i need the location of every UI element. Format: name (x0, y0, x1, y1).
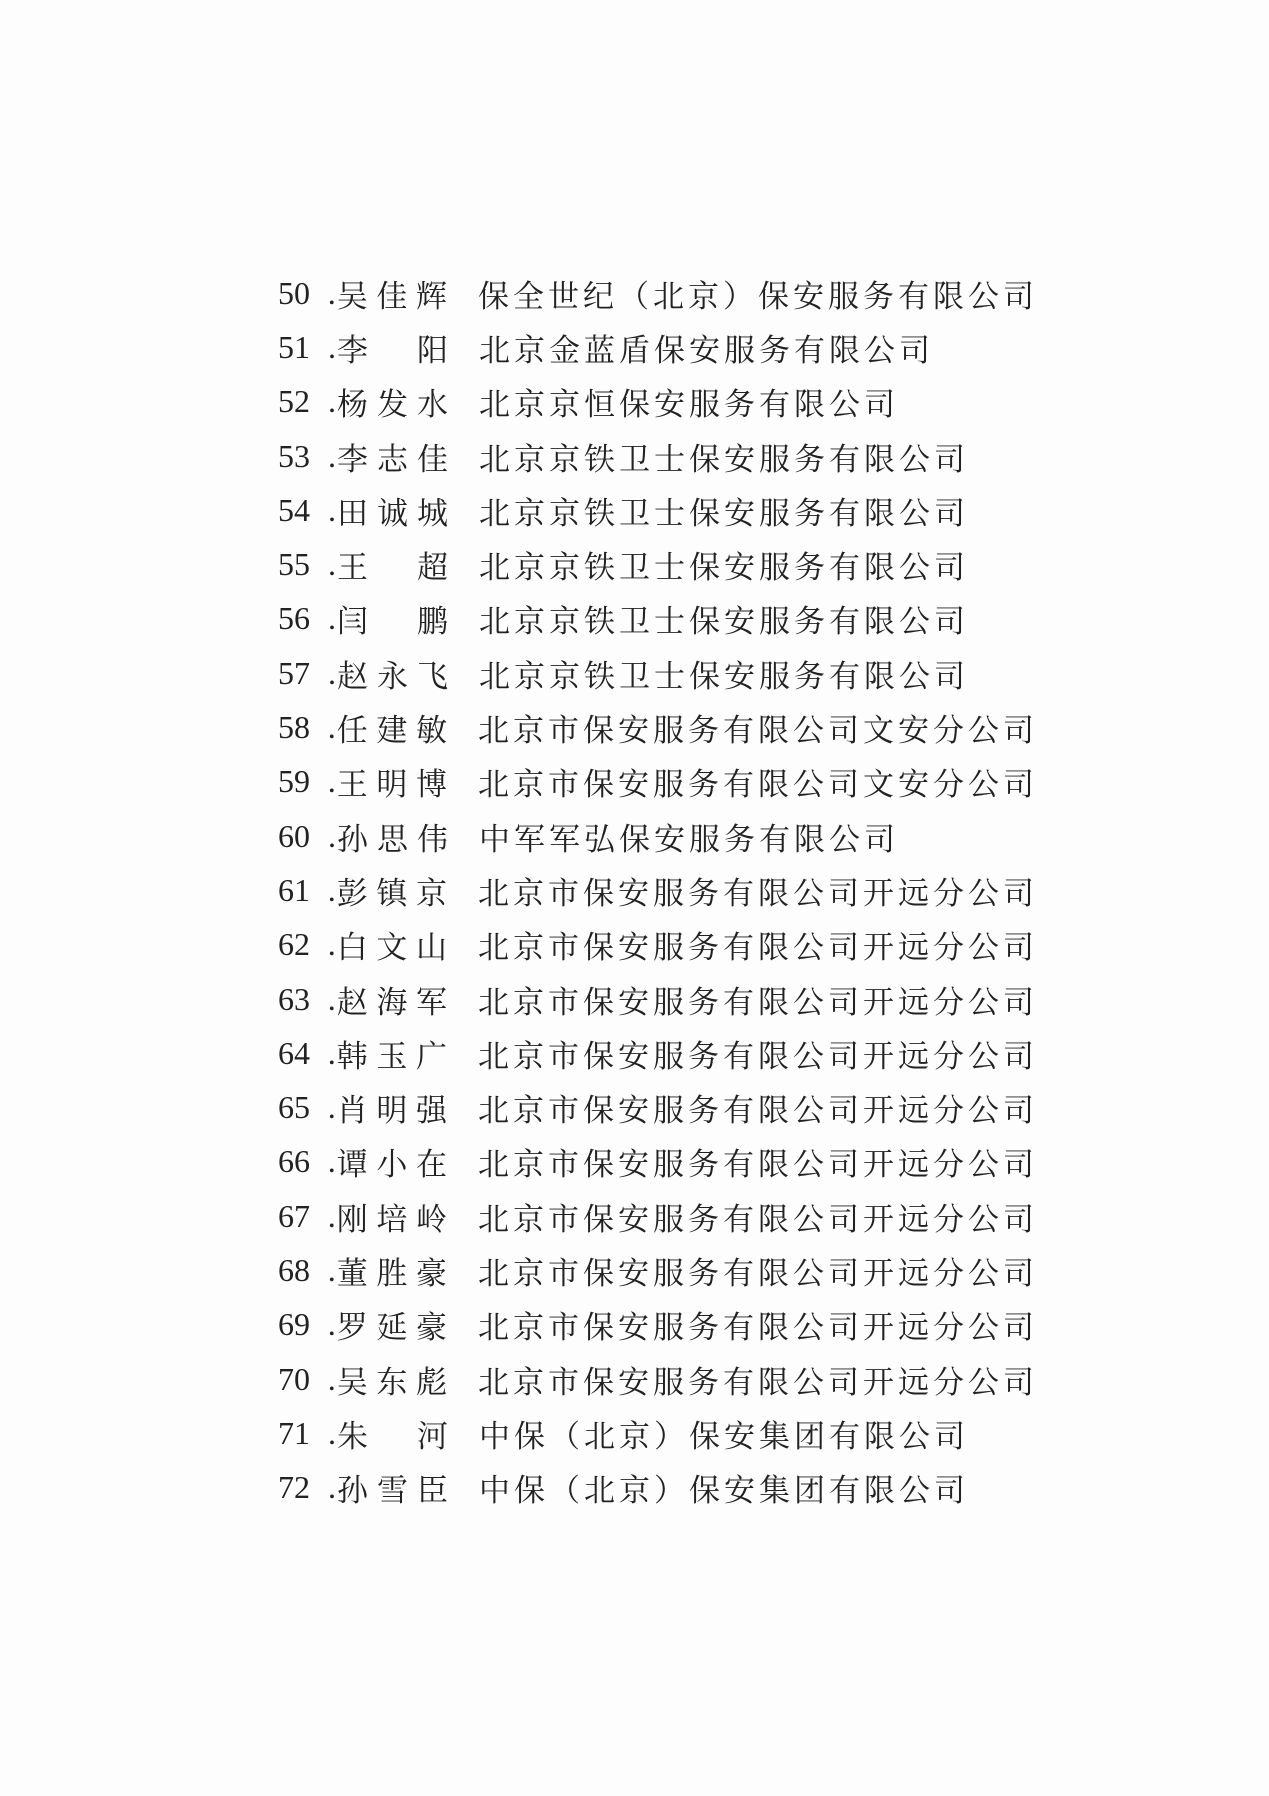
entry-number: 71 (278, 1414, 310, 1451)
entry-number: 62 (278, 926, 310, 963)
organization-name: 北京京恒保安服务有限公司 (479, 387, 899, 424)
organization-name: 中军军弘保安服务有限公司 (479, 821, 899, 858)
entry-number-dot: . (327, 980, 337, 1017)
list-item (278, 483, 1038, 537)
entry-number-dot: . (328, 817, 337, 854)
entry-number-dot: . (327, 763, 337, 800)
entry-number: 58 (278, 709, 310, 746)
entry-number: 50 (278, 274, 310, 311)
person-name: 王明博 (336, 767, 448, 804)
list-item (278, 537, 1038, 591)
organization-name: 北京京铁卫士保安服务有限公司 (479, 550, 969, 587)
person-name: 李志佳 (337, 441, 449, 478)
awardee-list (278, 266, 1038, 1515)
list-item (278, 429, 1038, 483)
organization-name: 北京市保安服务有限公司开远分公司 (478, 1093, 1038, 1130)
entry-number: 57 (278, 654, 310, 691)
organization-name: 北京京铁卫士保安服务有限公司 (479, 604, 969, 641)
entry-number-dot: . (328, 328, 337, 365)
entry-number-dot: . (328, 654, 337, 691)
list-item (278, 972, 1038, 1026)
entry-number-dot: . (327, 274, 337, 311)
entry-number-dot: . (328, 546, 337, 583)
list-item (278, 1243, 1038, 1297)
organization-name: 中保（北京）保安集团有限公司 (479, 1418, 969, 1455)
entry-number-dot: . (327, 709, 337, 746)
entry-number: 66 (278, 1143, 310, 1180)
person-name: 肖明强 (336, 1093, 448, 1130)
organization-name: 北京市保安服务有限公司开远分公司 (478, 984, 1038, 1021)
person-name: 田诚城 (337, 495, 449, 532)
entry-number-dot: . (328, 383, 337, 420)
list-item (278, 266, 1038, 320)
person-name: 董胜豪 (336, 1255, 448, 1292)
organization-name: 中保（北京）保安集团有限公司 (479, 1473, 969, 1510)
entry-number: 54 (278, 491, 310, 528)
entry-number: 67 (278, 1197, 310, 1234)
person-name: 白文山 (336, 930, 448, 967)
person-name: 刚培岭 (336, 1201, 448, 1238)
list-item (278, 592, 1038, 646)
organization-name: 北京市保安服务有限公司文安分公司 (478, 713, 1038, 750)
organization-name: 北京京铁卫士保安服务有限公司 (479, 495, 969, 532)
entry-number: 52 (278, 383, 310, 420)
entry-number-dot: . (327, 926, 337, 963)
list-item (278, 1080, 1038, 1134)
list-item (278, 918, 1038, 972)
person-name: 彭镇京 (336, 875, 448, 912)
person-name: 孙思伟 (337, 821, 449, 858)
list-item (278, 809, 1038, 863)
entry-number-dot: . (328, 1469, 337, 1506)
organization-name: 保全世纪（北京）保安服务有限公司 (478, 278, 1038, 315)
entry-number: 59 (278, 763, 310, 800)
entry-number-dot: . (328, 1414, 337, 1451)
person-name: 王 超 (337, 550, 449, 587)
entry-number-dot: . (327, 1197, 337, 1234)
entry-number-dot: . (327, 871, 337, 908)
organization-name: 北京市保安服务有限公司开远分公司 (478, 1310, 1038, 1347)
person-name: 孙雪臣 (337, 1473, 449, 1510)
person-name: 赵海军 (336, 984, 448, 1021)
person-name: 谭小在 (336, 1147, 448, 1184)
entry-number: 61 (278, 871, 310, 908)
entry-number: 51 (278, 328, 310, 365)
person-name: 罗延豪 (336, 1310, 448, 1347)
entry-number: 70 (278, 1360, 310, 1397)
person-name: 杨发水 (337, 387, 449, 424)
person-name: 韩玉广 (336, 1038, 448, 1075)
entry-number-dot: . (328, 437, 337, 474)
person-name: 闫 鹏 (337, 604, 449, 641)
list-item (278, 700, 1038, 754)
entry-number: 69 (278, 1306, 310, 1343)
list-item (278, 755, 1038, 809)
entry-number: 53 (278, 437, 310, 474)
organization-name: 北京市保安服务有限公司开远分公司 (478, 875, 1038, 912)
organization-name: 北京市保安服务有限公司开远分公司 (478, 1364, 1038, 1401)
entry-number-dot: . (327, 1360, 337, 1397)
person-name: 赵永飞 (337, 658, 449, 695)
entry-number: 64 (278, 1034, 310, 1071)
organization-name: 北京市保安服务有限公司开远分公司 (478, 1255, 1038, 1292)
list-item (278, 646, 1038, 700)
person-name: 吴佳辉 (336, 278, 448, 315)
entry-number-dot: . (327, 1143, 337, 1180)
entry-number-dot: . (327, 1034, 337, 1071)
entry-number: 63 (278, 980, 310, 1017)
entry-number: 65 (278, 1089, 310, 1126)
person-name: 李 阳 (337, 332, 449, 369)
list-item (278, 1026, 1038, 1080)
entry-number: 60 (278, 817, 310, 854)
entry-number: 72 (278, 1469, 310, 1506)
entry-number-dot: . (328, 600, 337, 637)
organization-name: 北京市保安服务有限公司开远分公司 (478, 1147, 1038, 1184)
person-name: 吴东彪 (336, 1364, 448, 1401)
person-name: 朱 河 (337, 1418, 449, 1455)
list-item (278, 1135, 1038, 1189)
list-item (278, 320, 1038, 374)
list-item (278, 1189, 1038, 1243)
list-item (278, 1352, 1038, 1406)
list-item (278, 1461, 1038, 1515)
organization-name: 北京金蓝盾保安服务有限公司 (479, 332, 934, 369)
entry-number: 56 (278, 600, 310, 637)
organization-name: 北京市保安服务有限公司开远分公司 (478, 930, 1038, 967)
organization-name: 北京市保安服务有限公司开远分公司 (478, 1038, 1038, 1075)
entry-number-dot: . (328, 491, 337, 528)
list-item (278, 375, 1038, 429)
person-name: 任建敏 (336, 713, 448, 750)
list-item (278, 863, 1038, 917)
entry-number: 68 (278, 1251, 310, 1288)
entry-number-dot: . (327, 1089, 337, 1126)
entry-number-dot: . (327, 1251, 337, 1288)
organization-name: 北京京铁卫士保安服务有限公司 (479, 441, 969, 478)
entry-number: 55 (278, 546, 310, 583)
organization-name: 北京市保安服务有限公司文安分公司 (478, 767, 1038, 804)
organization-name: 北京市保安服务有限公司开远分公司 (478, 1201, 1038, 1238)
list-item (278, 1298, 1038, 1352)
list-item (278, 1406, 1038, 1460)
organization-name: 北京京铁卫士保安服务有限公司 (479, 658, 969, 695)
entry-number-dot: . (327, 1306, 337, 1343)
